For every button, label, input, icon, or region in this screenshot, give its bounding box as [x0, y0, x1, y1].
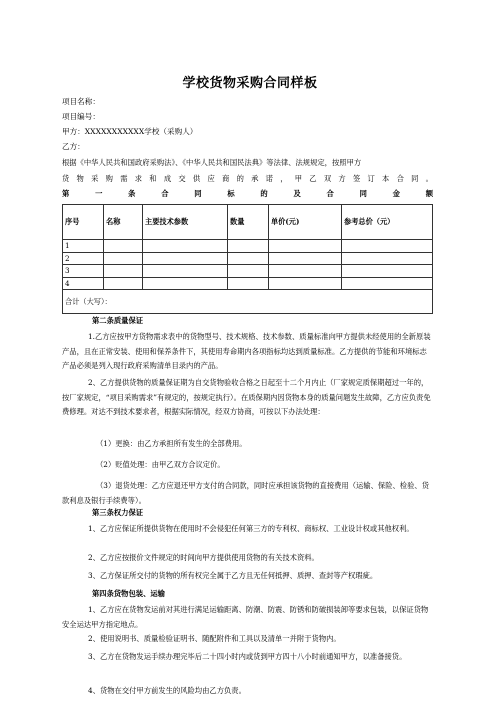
article-2-heading: 第二条质量保证 — [92, 316, 144, 325]
intro-line-1: 根据《中华人民共和国政府采购法》、《中华人民共和国民法典》等法律、法规规定，按照甲方 — [62, 158, 362, 167]
col-header-qty: 数量 — [228, 205, 269, 240]
paragraph-3-3: 3、乙方保证所交付的货物的所有权完全属于乙方且无任何抵押、质押、查封等产权瑕疵。 — [88, 571, 378, 580]
intro-char: 交 — [178, 174, 186, 183]
intro-char: 应 — [207, 174, 215, 183]
intro-char: 合 — [396, 174, 404, 183]
paragraph-2-2-2: （2）贬值处理：由甲乙双方合议定价。 — [96, 460, 225, 469]
intro-char: 成 — [163, 174, 172, 183]
intro-char: 的 — [236, 174, 244, 183]
paragraph-3-2: 2、乙方应按报价文件规定的时间向甲方提供使用货物的有关技术资料。 — [88, 553, 319, 562]
intro-char: 商 — [222, 174, 230, 183]
project-number-line: 项目编号： — [62, 112, 100, 121]
party-b-line: 乙方： — [62, 142, 85, 151]
intro-char: 诺 — [265, 174, 273, 183]
paragraph-2-2: 2、乙方提供货物的质量保证期为自交货物验收合格之日起至十二个月内止（厂家规定质保期超过一年的，按厂家规定，“项目采购需求”有规定的，按规定执行）。在质保期内因货物本身的质量问题发生故障，乙方应负责免费修理。对达不到技术要求者，根据实际情况，经双方协商，可按以下办法处理： — [62, 378, 431, 416]
article-3-heading: 第三条权力保证 — [92, 508, 144, 517]
intro-line-2 — [62, 174, 433, 184]
article-4-heading: 第四条货物包装、运输 — [92, 589, 165, 598]
table-row — [63, 265, 433, 278]
row-number: 4 — [63, 277, 104, 290]
row-number: 1 — [63, 240, 104, 253]
intro-char: 和 — [149, 174, 157, 183]
intro-char: 签 — [352, 174, 361, 183]
intro-char: 双 — [323, 174, 332, 183]
paragraph-2-1: 1.乙方应按甲方货物需求表中的货物型号、技术规格、技术参数、质量标准向甲方提供未经使用的全新原装产品，且在正常安装、使用和保养条件下，其使用寿命期内各项指标均达到质量标准。乙方提供的节能和环境标志产品必须是列入现行政府采购清单目录内的产品。 — [62, 332, 431, 370]
row-number: 3 — [63, 265, 104, 278]
table-row — [63, 252, 433, 265]
intro-char: 甲 — [294, 174, 303, 183]
col-header-total: 参考总价（元） — [342, 205, 433, 240]
project-name-line: 项目名称： — [62, 97, 100, 106]
heading-char: 条 — [128, 189, 136, 198]
intro-char: 本 — [382, 174, 390, 183]
heading-char: 第 — [62, 189, 70, 198]
intro-char: 同 — [411, 174, 419, 183]
paragraph-4-1: 1、乙方应在货物发运前对其进行满足运输距离、防潮、防震、防锈和防破损装卸等要求包装，以保证货物安全运达甲方指定地点。 — [62, 605, 429, 629]
heading-char: 标 — [227, 189, 235, 198]
heading-char: 同 — [194, 189, 202, 198]
paragraph-4-4: 4、货物在交付甲方前发生的风险均由乙方负责。 — [88, 686, 246, 695]
intro-char: 供 — [192, 174, 201, 183]
table-total-row — [63, 290, 433, 314]
total-in-words: 合计（大写）： — [63, 290, 433, 314]
heading-char: 金 — [392, 189, 400, 198]
intro-char: 乙 — [309, 174, 317, 183]
col-header-unit-price: 单价(元) — [269, 205, 342, 240]
intro-char: 物 — [76, 174, 84, 183]
heading-char: 合 — [326, 189, 334, 198]
intro-char: 方 — [338, 174, 346, 183]
heading-char: 合 — [161, 189, 169, 198]
table-header-row — [63, 205, 433, 240]
heading-char: 及 — [293, 189, 301, 198]
article-1-heading — [62, 189, 433, 199]
document-title: 学校货物采购合同样板 — [182, 76, 318, 91]
paragraph-4-3: 3、乙方在货物发运手续办理完毕后二十四小时内或货到甲方四十八小时前通知甲方，以准备接货。 — [88, 652, 407, 661]
paragraph-2-2-1: （1）更换：由乙方承担所有发生的全部费用。 — [96, 439, 247, 448]
intro-char: ， — [280, 174, 288, 183]
intro-char: 。 — [425, 174, 433, 183]
heading-char: 一 — [95, 189, 103, 198]
heading-char: 同 — [359, 189, 367, 198]
table-row — [63, 277, 433, 290]
paragraph-4-2: 2、使用说明书、质量检验证明书、随配附件和工具以及清单一并附于货物内。 — [88, 634, 341, 643]
paragraph-3-1: 1、乙方应保证所提供货物在使用时不会侵犯任何第三方的专利权、商标权、工业设计权或其他权利。 — [88, 524, 414, 533]
table-row — [63, 240, 433, 253]
heading-char: 额 — [425, 189, 433, 198]
col-header-name: 名称 — [104, 205, 143, 240]
intro-char: 需 — [120, 174, 128, 183]
paragraph-2-2-3: （3）退货处理：乙方应退还甲方支付的合同款，同时应承担该货物的直接费用（运输、保险、检验、货款利息及银行手续费等）。 — [62, 481, 429, 505]
col-header-no: 序号 — [63, 205, 104, 240]
intro-char: 订 — [367, 174, 375, 183]
intro-char: 采 — [91, 174, 99, 183]
col-header-specs: 主要技术参数 — [143, 205, 228, 240]
heading-char: 的 — [260, 189, 268, 198]
intro-char: 求 — [134, 174, 143, 183]
intro-char: 货 — [62, 174, 70, 183]
party-a-line: 甲方：XXXXXXXXXXX学校（采购人） — [62, 127, 198, 136]
row-number: 2 — [63, 252, 104, 265]
intro-char: 购 — [105, 174, 113, 183]
intro-char: 承 — [251, 174, 259, 183]
goods-table — [62, 204, 433, 314]
